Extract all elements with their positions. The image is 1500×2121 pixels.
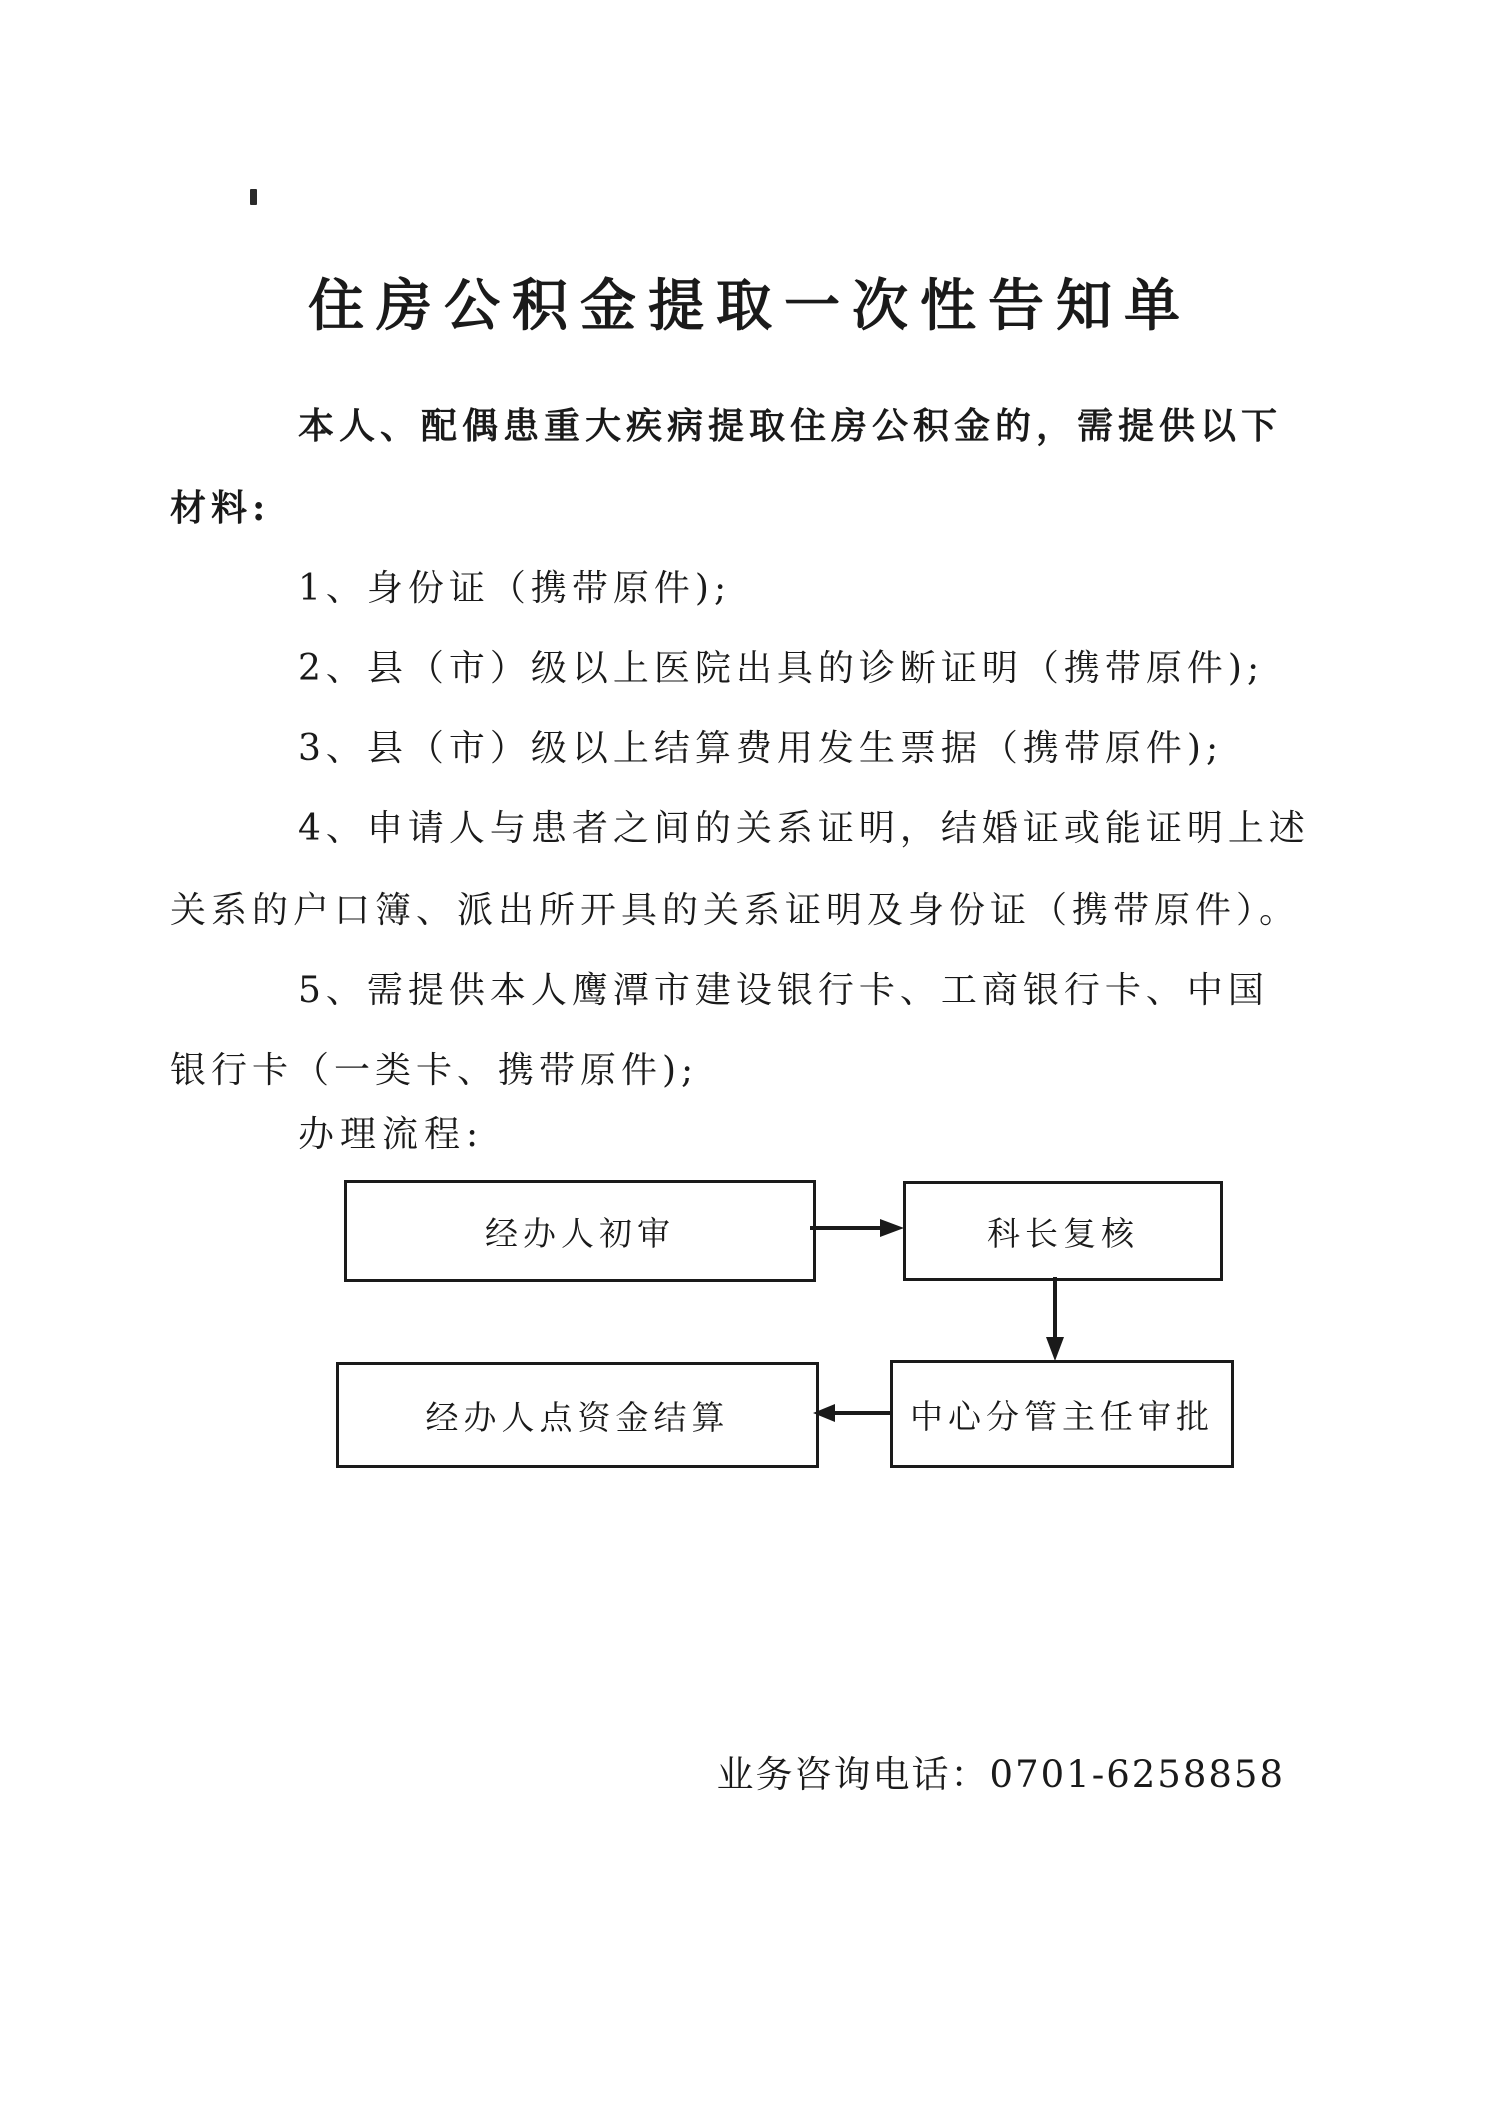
- flow-step-center-director-approval: 中心分管主任审批: [890, 1360, 1234, 1468]
- requirement-item-4-line-2: 关系的户口簿、派出所开具的关系证明及身份证（携带原件）。: [170, 890, 1301, 931]
- flow-step-section-chief-review: 科长复核: [903, 1181, 1223, 1281]
- requirement-item-3: 3、县（市）级以上结算费用发生票据（携带原件);: [298, 728, 1224, 769]
- requirement-item-4-line-1: 4、申请人与患者之间的关系证明，结婚证或能证明上述: [298, 808, 1310, 849]
- contact-phone-label: 业务咨询电话：: [716, 1753, 990, 1796]
- requirement-item-2: 2、县（市）级以上医院出具的诊断证明（携带原件);: [298, 648, 1265, 689]
- flow-arrow-down-icon: [1040, 1277, 1070, 1363]
- intro-line-1: 本人、配偶患重大疾病提取住房公积金的，需提供以下: [298, 405, 1283, 447]
- scan-artifact-mark: [250, 189, 257, 205]
- requirement-item-1: 1、身份证（携带原件);: [298, 568, 732, 609]
- flow-arrow-right-icon: [810, 1213, 906, 1243]
- flow-arrow-left-icon: [811, 1398, 893, 1428]
- flow-step-operator-fund-settlement: 经办人点资金结算: [336, 1362, 819, 1468]
- intro-line-2: 材料:: [170, 487, 271, 529]
- document-title: 住房公积金提取一次性告知单: [308, 273, 1192, 339]
- flow-step-operator-initial-review: 经办人初审: [344, 1180, 816, 1282]
- process-flow-label: 办理流程:: [298, 1114, 485, 1155]
- contact-phone-line: [717, 1744, 1285, 1798]
- requirement-item-5-line-1: 5、需提供本人鹰潭市建设银行卡、工商银行卡、中国: [298, 970, 1269, 1011]
- requirement-item-5-line-2: 银行卡（一类卡、携带原件);: [170, 1050, 699, 1091]
- contact-phone-number: 0701-6258858: [989, 1753, 1285, 1796]
